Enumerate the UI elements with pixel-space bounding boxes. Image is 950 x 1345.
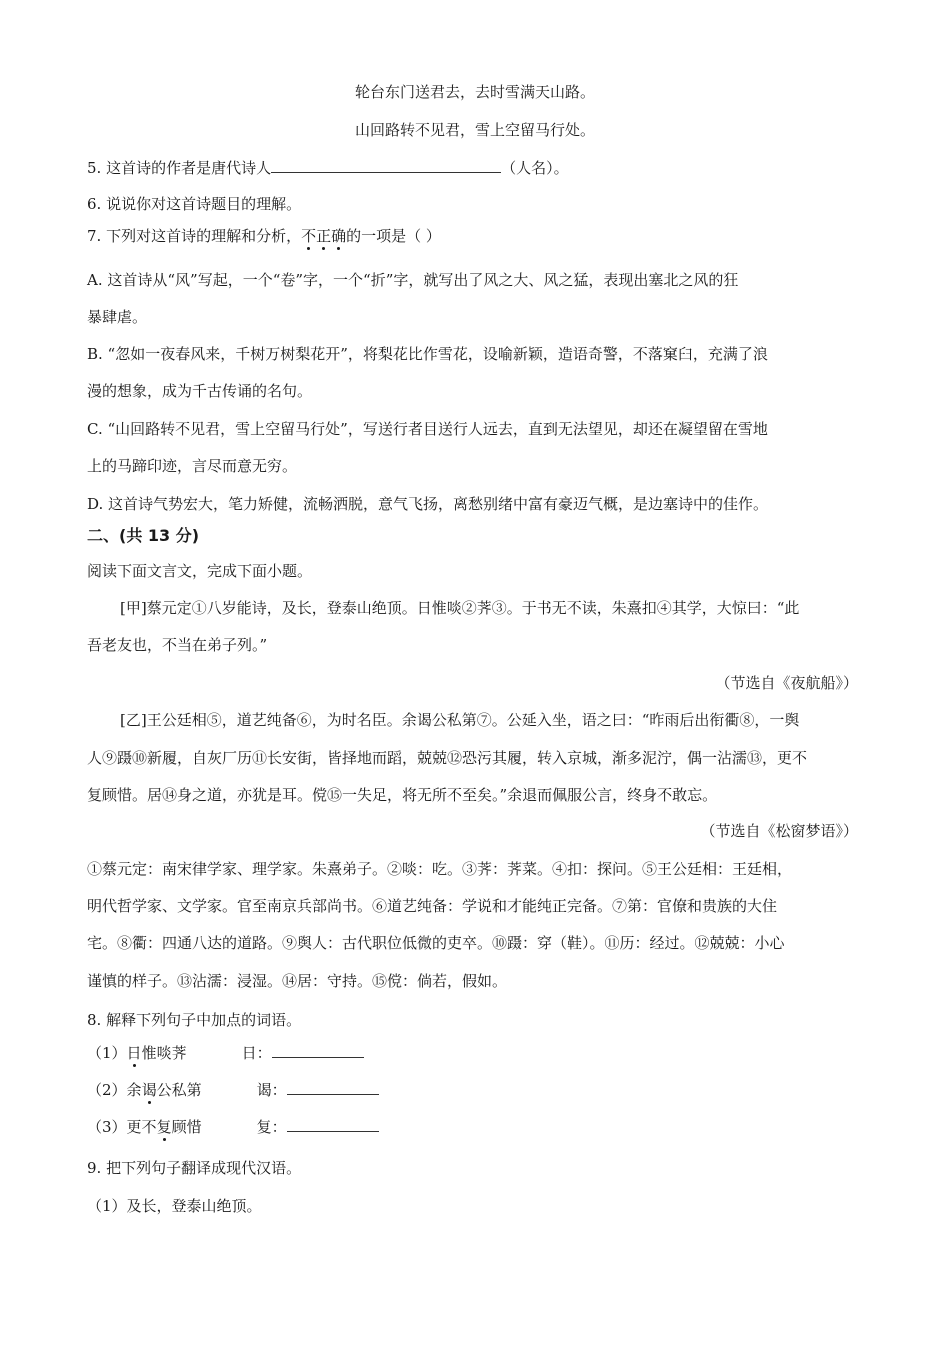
emphasis-char: 确 [331,227,347,245]
item-number: （2） [87,1081,127,1099]
reading-instruction: 阅读下面文言文，完成下面小题。 [87,562,313,580]
passage-jia-source: （节选自《夜航船》） [715,674,858,692]
question-8-title: 8. 解释下列句子中加点的词语。 [87,1011,302,1029]
passage-yi-line-2: 人⑨蹑⑩新履，自灰厂历⑪长安街，皆择地而蹈，兢兢⑫恐污其履，转入京城，渐多泥泞，偶一沾濡⑬，更不 [87,749,808,767]
question-7-suffix: 的一项是（ ） [346,227,441,245]
option-b-line-2: 漫的想象，成为千古传诵的名句。 [87,382,313,400]
item-text: 余 [126,1081,142,1099]
item-word: 日： [241,1044,272,1062]
item-text: 惟啖荠 [141,1044,187,1062]
answer-blank[interactable] [287,1079,379,1095]
notes-line-3: 宅。⑧衢：四通八达的道路。⑨舆人：古代职位低微的吏卒。⑩蹑：穿（鞋）。⑪历：经过。⑫兢兢：小心 [87,934,785,952]
item-number: （1） [87,1044,127,1062]
option-a-line-1: A. 这首诗从“风”写起，一个“卷”字，一个“折”字，就写出了风之大、风之猛，表现出塞北之风的狂 [87,271,739,289]
passage-yi-line-1: [乙]王公廷相⑤，道艺纯备⑥，为时名臣。余谒公私第⑦。公延入坐，语之曰：“昨雨后出衔衢⑧，一舆 [120,711,800,729]
passage-jia-line-2: 吾老友也，不当在弟子列。” [87,636,268,654]
poem-line-2: 山回路转不见君，雪上空留马行处。 [354,121,595,139]
poem-line-1: 轮台东门送君去，去时雪满天山路。 [354,83,595,101]
question-8-item [87,1079,379,1100]
notes-line-2: 明代哲学家、文学家。官至南京兵部尚书。⑥道艺纯备：学说和才能纯正完备。⑦第：官僚和贵族的大住 [87,897,778,915]
notes-line-1: ①蔡元定：南宋律学家、理学家。朱熹弟子。②啖：吃。③荠：荠菜。④扣：探问。⑤王公廷相：王廷相， [87,860,793,878]
item-word: 复： [256,1118,287,1136]
passage-jia-line-1: [甲]蔡元定①八岁能诗，及长，登泰山绝顶。日惟啖②荠③。于书无不读，朱熹扣④其学，大惊曰：“此 [120,599,800,617]
passage-yi-line-3: 复顾惜。居⑭身之道，亦犹是耳。傥⑮一失足，将无所不至矣。”余退而佩服公言，终身不敢忘。 [87,786,718,804]
option-a-line-2: 暴肆虐。 [87,308,148,326]
option-c-line-2: 上的马蹄印迹，言尽而意无穷。 [87,457,298,475]
item-word: 谒： [256,1081,287,1099]
question-6: 6. 说说你对这首诗题目的理解。 [87,195,302,213]
answer-blank[interactable] [287,1116,379,1132]
question-7 [87,226,441,246]
notes-line-4: 谨慎的样子。⑬沾濡：浸湿。⑭居：守持。⑮傥：倘若，假如。 [87,972,508,990]
emphasis-char: 谒 [141,1081,157,1099]
section-2-heading: 二、(共 13 分) [87,526,200,545]
question-8-item [87,1116,379,1137]
question-9-title: 9. 把下列句子翻译成现代汉语。 [87,1159,302,1177]
question-9-item-1: （1）及长，登泰山绝顶。 [87,1197,262,1215]
answer-blank[interactable] [272,1042,364,1058]
question-7-text: 7. 下列对这首诗的理解和分析， [87,227,302,245]
question-5-text: 5. 这首诗的作者是唐代诗人 [87,159,272,177]
question-8-item [87,1042,364,1063]
item-text: 更不 [126,1118,157,1136]
passage-yi-source: （节选自《松窗梦语》） [700,822,858,840]
item-text: 公私第 [156,1081,202,1099]
emphasis-char: 日 [126,1044,142,1062]
emphasis-char: 复 [156,1118,172,1136]
item-text: 顾惜 [171,1118,202,1136]
option-b-line-1: B. “忽如一夜春风来，千树万树梨花开”，将梨花比作雪花，设喻新颖，造语奇警，不落窠臼，充满了浪 [87,345,768,363]
option-c-line-1: C. “山回路转不见君，雪上空留马行处”，写送行者目送行人远去，直到无法望见，却还在凝望留在雪地 [87,420,768,438]
option-d: D. 这首诗气势宏大，笔力矫健，流畅洒脱，意气飞扬，离愁别绪中富有豪迈气概，是边塞诗中的佳作。 [87,495,769,513]
emphasis-char: 正 [316,227,332,245]
question-5-suffix: （人名）。 [501,159,569,177]
question-5 [87,157,569,178]
item-number: （3） [87,1118,127,1136]
answer-blank-poet[interactable] [271,157,501,173]
emphasis-char: 不 [301,227,317,245]
